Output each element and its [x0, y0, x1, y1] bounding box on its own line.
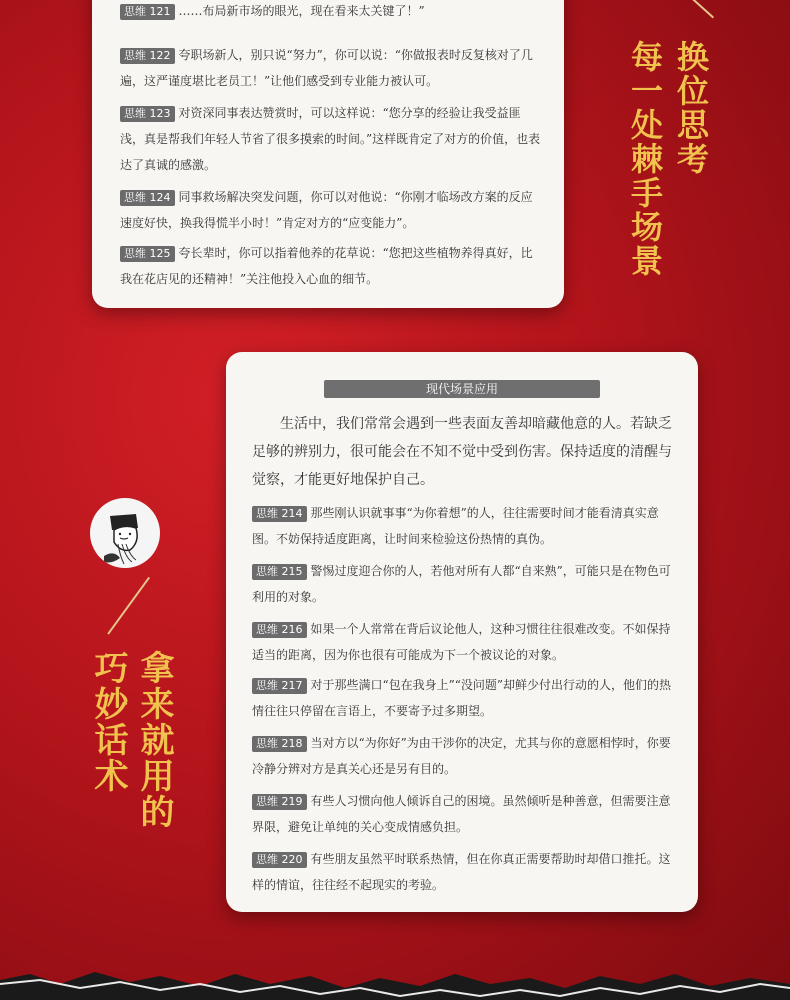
thought-tag: 思维 122 — [120, 48, 175, 64]
bottom-content-card — [226, 352, 698, 912]
decorative-line — [661, 0, 714, 18]
thought-entry-121 — [120, 0, 544, 24]
thought-tag: 思维 124 — [120, 190, 175, 206]
thought-entry-122 — [120, 42, 544, 94]
thought-text: 有些人习惯向他人倾诉自己的困境。虽然倾听是种善意，但需要注意界限，避免让单纯的关心变成情感负担。 — [252, 794, 671, 834]
thought-entry-218 — [252, 730, 676, 782]
thought-tag: 思维 121 — [120, 4, 175, 20]
vertical-title-tricky-scenes: 每一处棘手场景 — [626, 40, 664, 278]
thought-tag: 思维 219 — [252, 794, 307, 810]
thought-entry-124 — [120, 184, 544, 236]
vertical-title-swap-perspective: 换位思考 — [672, 40, 710, 176]
vertical-title-ready-to-use: 拿来就用的 — [134, 650, 174, 830]
decorative-line — [107, 577, 150, 635]
thought-entry-219 — [252, 788, 676, 840]
thought-entry-125 — [120, 240, 544, 292]
top-content-card — [92, 0, 564, 308]
thought-tag: 思维 214 — [252, 506, 307, 522]
thought-text: 夸长辈时，你可以指着他养的花草说：“您把这些植物养得真好，比我在花店见的还精神！”关注他投入心血的细节。 — [120, 246, 533, 286]
thought-text: ……布局新市场的眼光，现在看来太关键了！” — [178, 4, 425, 18]
section-banner: 现代场景应用 — [324, 380, 600, 398]
thought-text: 有些朋友虽然平时联系热情，但在你真正需要帮助时却借口推托。这样的情谊，往往经不起现实的考验。 — [252, 852, 671, 892]
thought-entry-214 — [252, 500, 676, 552]
thought-tag: 思维 220 — [252, 852, 307, 868]
thought-text: 对资深同事表达赞赏时，可以这样说：“您分享的经验让我受益匪浅，真是帮我们年轻人节省了很多摸索的时间。”这样既肯定了对方的价值，也表达了真诚的感激。 — [120, 106, 541, 172]
thought-entry-220 — [252, 846, 676, 898]
thought-tag: 思维 217 — [252, 678, 307, 694]
torn-paper-edge — [0, 966, 790, 1000]
thought-entry-123 — [120, 100, 544, 178]
thought-text: 同事救场解决突发问题，你可以对他说：“你刚才临场改方案的反应速度好快，换我得慌半小时！”肯定对方的“应变能力”。 — [120, 190, 533, 230]
thought-entry-217 — [252, 672, 676, 724]
thought-text: 警惕过度迎合你的人，若他对所有人都“自来熟”，可能只是在物色可利用的对象。 — [252, 564, 671, 604]
thought-text: 当对方以“为你好”为由干涉你的决定，尤其与你的意愿相悖时，你要冷静分辨对方是真关心还是另有目的。 — [252, 736, 671, 776]
intro-paragraph: 生活中，我们常常会遇到一些表面友善却暗藏他意的人。若缺乏足够的辨别力，很可能会在不知不觉中受到伤害。保持适度的清醒与觉察，才能更好地保护自己。 — [252, 416, 672, 488]
thought-tag: 思维 218 — [252, 736, 307, 752]
thought-text: 夸职场新人，别只说“努力”，你可以说：“你做报表时反复核对了几遍，这严谨度堪比老员工！”让他们感受到专业能力被认可。 — [120, 48, 533, 88]
thought-tag: 思维 123 — [120, 106, 175, 122]
thought-tag: 思维 125 — [120, 246, 175, 262]
thought-text: 如果一个人常常在背后议论他人，这种习惯往往很难改变。不如保持适当的距离，因为你也很有可能成为下一个被议论的对象。 — [252, 622, 671, 662]
scholar-portrait-icon — [90, 498, 160, 568]
thought-text: 对于那些满口“包在我身上”“没问题”却鲜少付出行动的人，他们的热情往往只停留在言语上，不要寄予过多期望。 — [252, 678, 672, 718]
thought-text: 那些刚认识就事事“为你着想”的人，往往需要时间才能看清真实意图。不妨保持适度距离，让时间来检验这份热情的真伪。 — [252, 506, 659, 546]
thought-entry-215 — [252, 558, 676, 610]
thought-tag: 思维 215 — [252, 564, 307, 580]
thought-entry-216 — [252, 616, 676, 668]
vertical-title-clever-phrasing: 巧妙话术 — [88, 650, 128, 794]
thought-tag: 思维 216 — [252, 622, 307, 638]
